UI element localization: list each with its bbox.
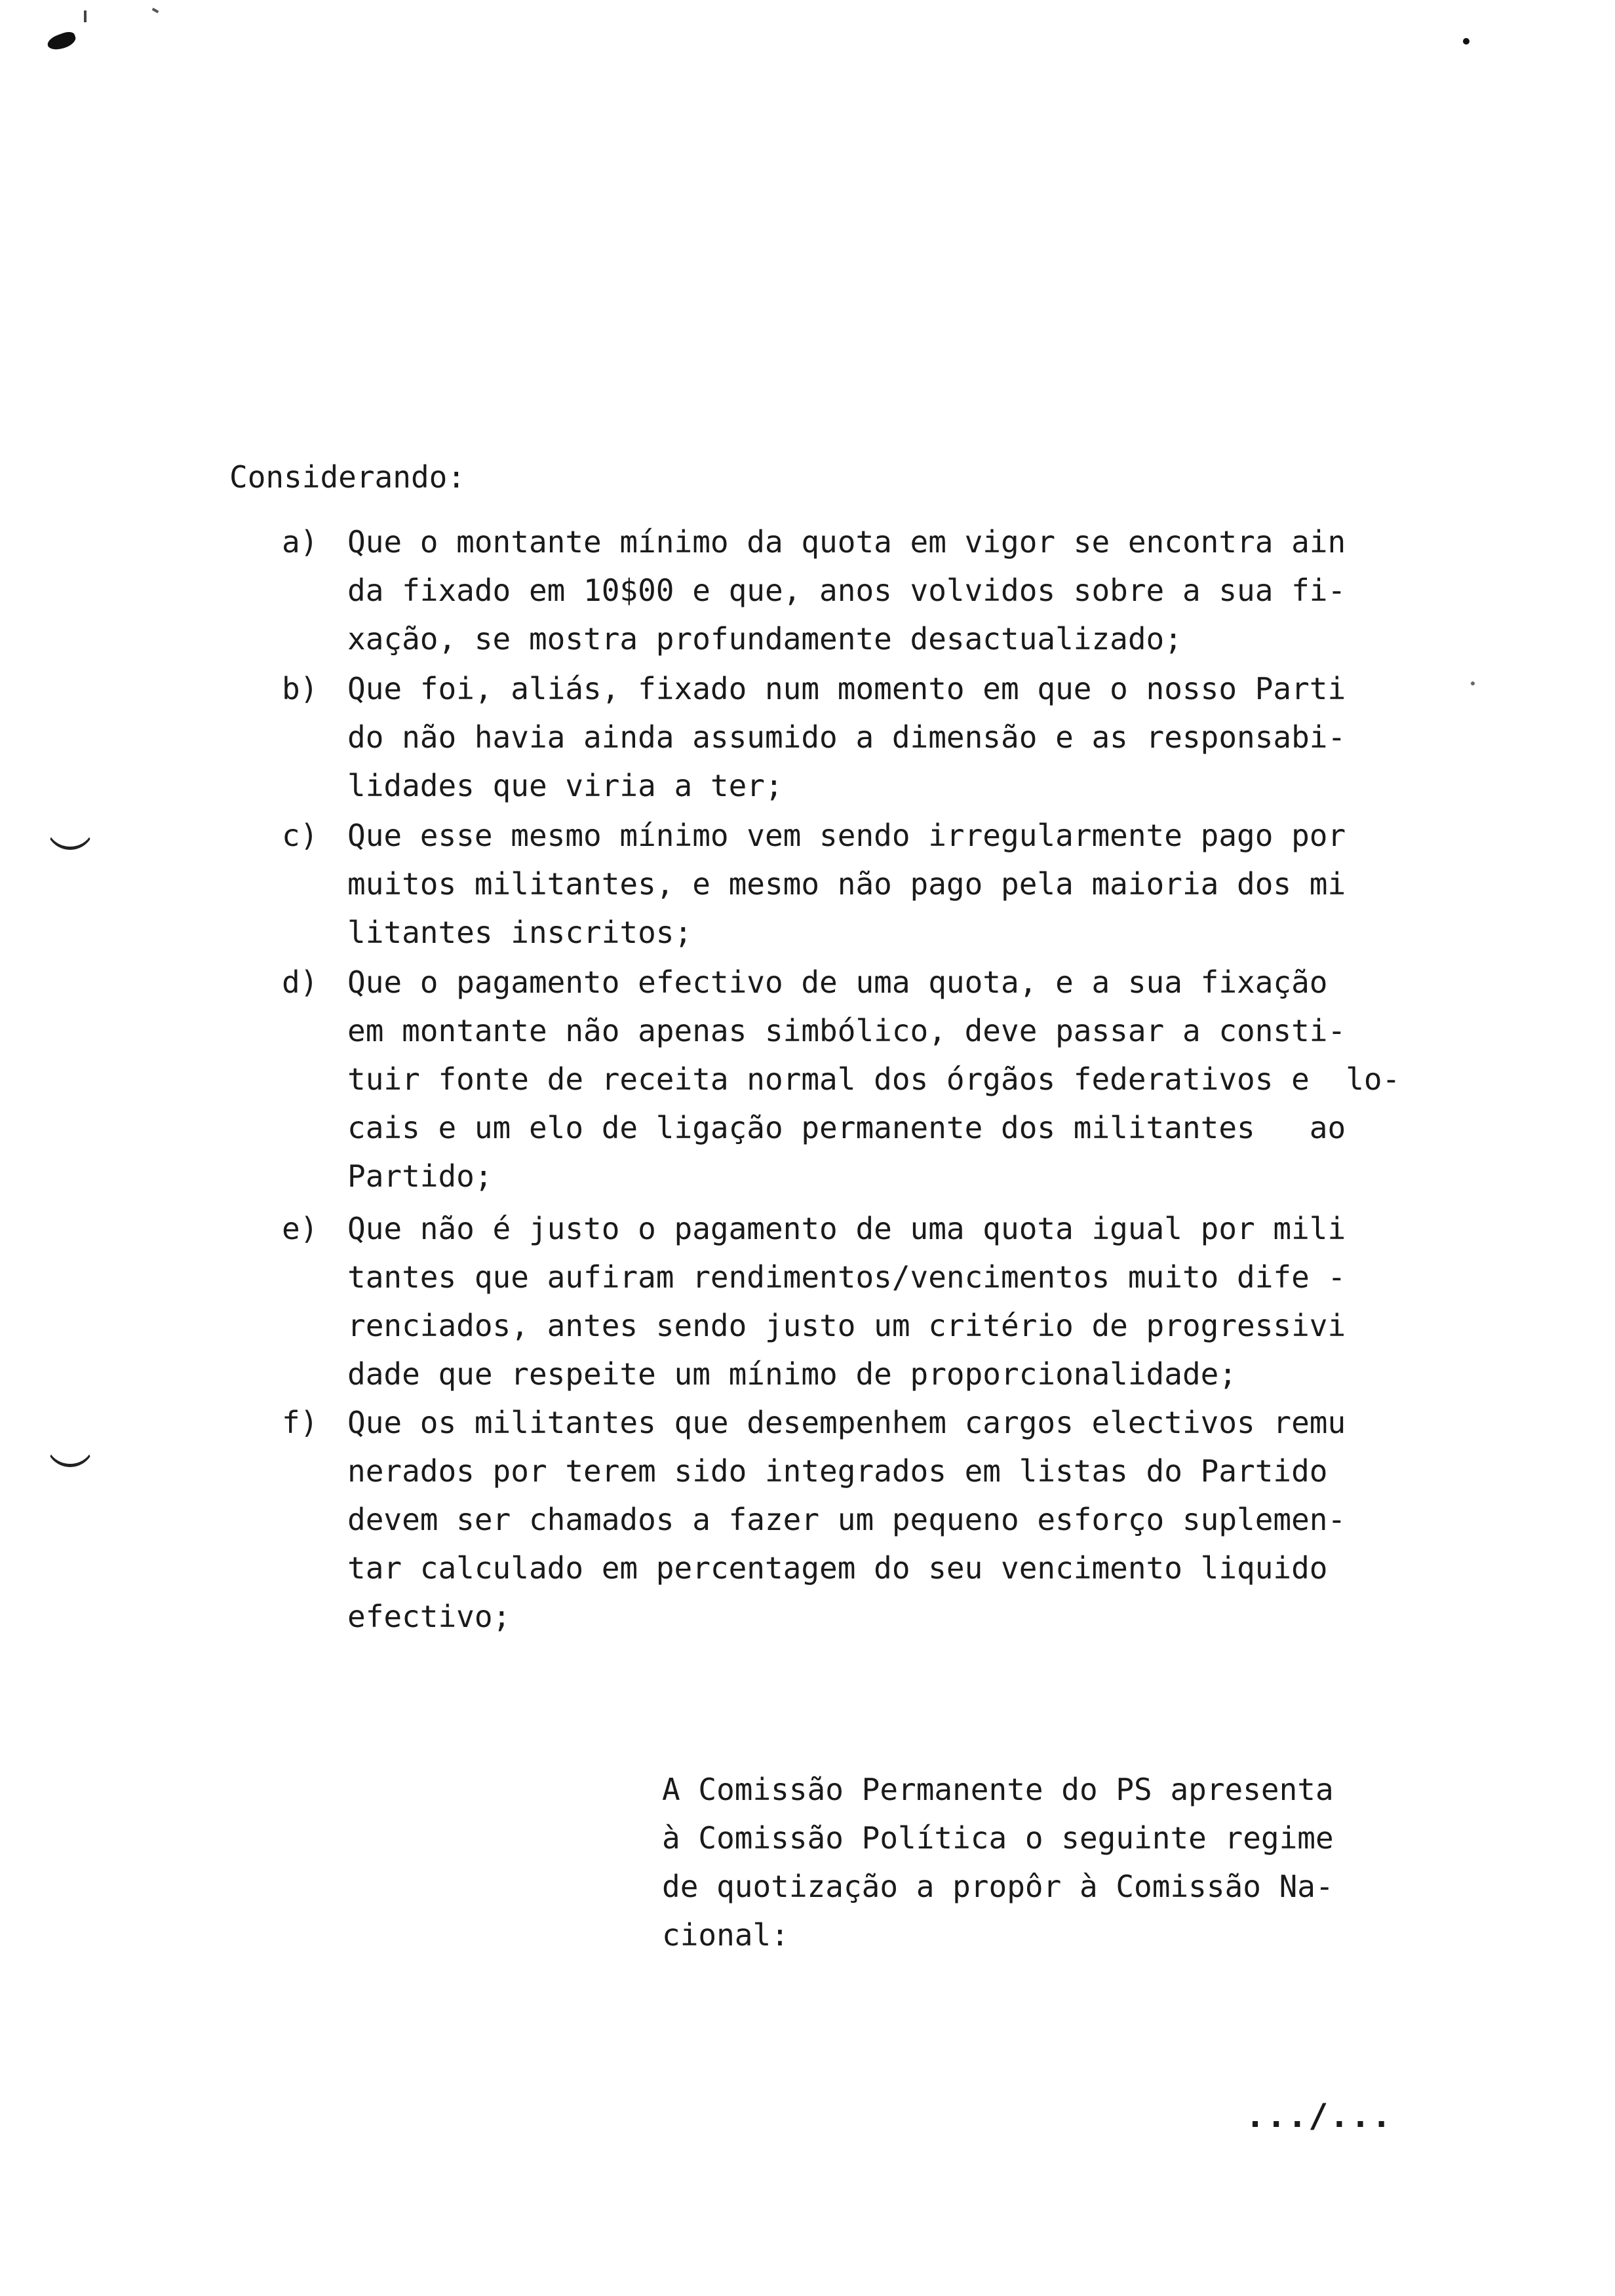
list-item xyxy=(282,958,1435,1200)
item-line: Que esse mesmo mínimo vem sendo irregularmente pago por xyxy=(347,818,1346,853)
item-letter: c) xyxy=(282,818,319,853)
closing-line: A Comissão Permanente do PS apresenta xyxy=(662,1772,1334,1807)
item-line: nerados por terem sido integrados em listas do Partido xyxy=(347,1453,1328,1489)
item-line: muitos militantes, e mesmo não pago pela maioria dos mi xyxy=(347,866,1346,902)
list-item xyxy=(282,1204,1435,1398)
item-line: tuir fonte de receita normal dos órgãos federativos e lo- xyxy=(347,1062,1401,1097)
item-line: xação, se mostra profundamente desactualizado; xyxy=(347,621,1182,657)
item-line: devem ser chamados a fazer um pequeno esforço suplemen- xyxy=(347,1502,1346,1537)
section-heading: Considerando: xyxy=(229,459,466,495)
item-line: tar calculado em percentagem do seu vencimento liquido xyxy=(347,1550,1328,1586)
list-item xyxy=(282,811,1435,957)
item-line: da fixado em 10$00 e que, anos volvidos sobre a sua fi- xyxy=(347,573,1346,608)
ink-blot xyxy=(46,29,78,53)
item-line: tantes que aufiram rendimentos/vencimentos muito dife - xyxy=(347,1259,1346,1295)
item-line: Que os militantes que desempenhem cargos electivos remu xyxy=(347,1405,1346,1440)
list-item xyxy=(282,518,1435,663)
closing-line: à Comissão Política o seguinte regime xyxy=(662,1820,1334,1856)
item-line: efectivo; xyxy=(347,1599,511,1634)
item-line: Que o montante mínimo da quota em vigor se encontra ain xyxy=(347,524,1346,560)
punch-hole-mark xyxy=(46,1440,94,1467)
item-letter: d) xyxy=(282,965,319,1000)
item-line: Que o pagamento efectivo de uma quota, e a sua fixação xyxy=(347,965,1328,1000)
item-line: litantes inscritos; xyxy=(347,915,693,950)
item-line: Partido; xyxy=(347,1158,493,1194)
closing-paragraph xyxy=(662,1765,1422,1959)
item-line: Que foi, aliás, fixado num momento em que o nosso Parti xyxy=(347,671,1346,706)
item-letter: e) xyxy=(282,1211,319,1246)
item-letter: a) xyxy=(282,524,319,560)
ink-speck xyxy=(1471,681,1475,685)
item-letter: f) xyxy=(282,1405,319,1440)
ink-speck xyxy=(152,8,159,13)
item-line: do não havia ainda assumido a dimensão e as responsabi- xyxy=(347,719,1346,755)
item-letter: b) xyxy=(282,671,319,706)
item-line: cais e um elo de ligação permanente dos militantes ao xyxy=(347,1110,1346,1145)
item-line: lidades que viria a ter; xyxy=(347,768,783,803)
ink-speck xyxy=(1463,38,1469,45)
item-line: em montante não apenas simbólico, deve passar a consti- xyxy=(347,1013,1346,1048)
item-line: dade que respeite um mínimo de proporcionalidade; xyxy=(347,1356,1237,1392)
punch-hole-mark xyxy=(46,823,94,850)
item-line: Que não é justo o pagamento de uma quota igual por mili xyxy=(347,1211,1346,1246)
item-line: renciados, antes sendo justo um critério de progressivi xyxy=(347,1308,1346,1343)
closing-line: de quotização a propôr à Comissão Na- xyxy=(662,1869,1334,1904)
list-item xyxy=(282,1398,1435,1641)
continuation-mark: .../... xyxy=(1245,2097,1393,2135)
list-item xyxy=(282,664,1435,810)
ink-speck xyxy=(84,10,87,22)
closing-line: cional: xyxy=(662,1917,789,1953)
